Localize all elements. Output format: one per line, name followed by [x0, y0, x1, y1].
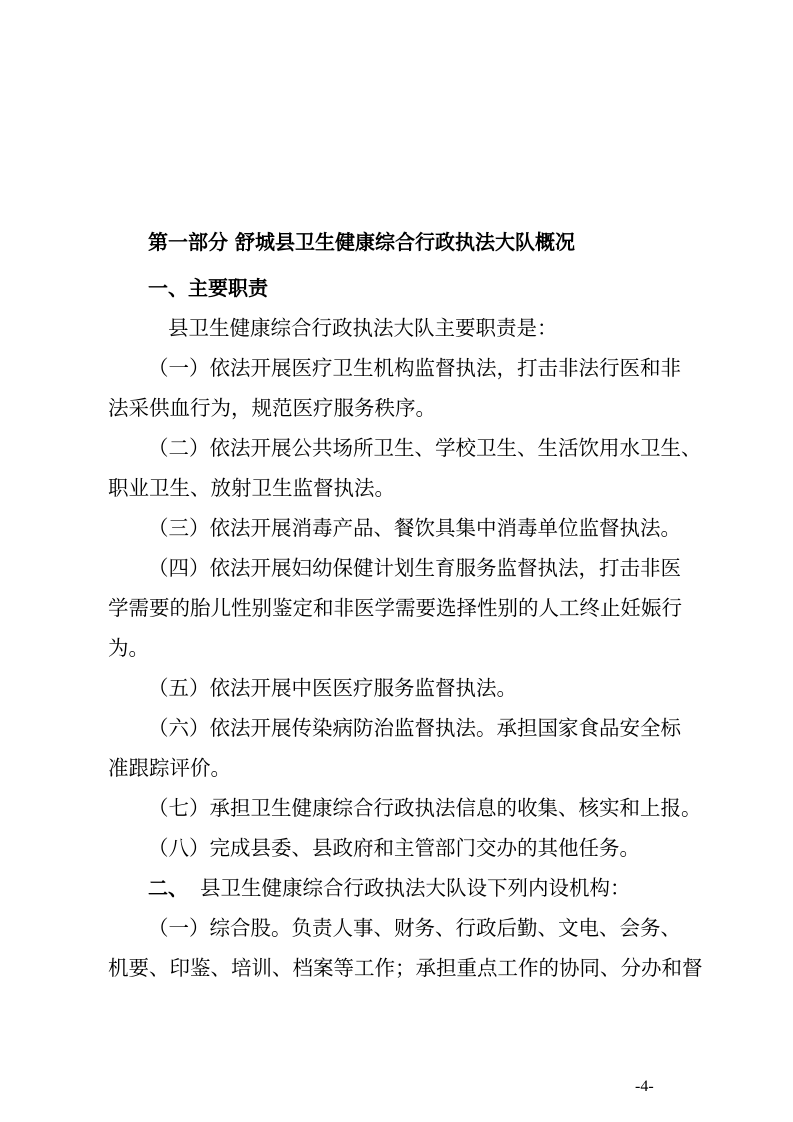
duty-2-line-2: 职业卫生、放射卫生监督执法。: [108, 476, 395, 500]
duty-4-line-2: 学需要的胎儿性别鉴定和非医学需要选择性别的人工终止妊娠行: [108, 596, 682, 620]
duty-6-line-2: 准跟踪评价。: [108, 756, 231, 780]
duty-7-line-1: （七）承担卫生健康综合行政执法信息的收集、核实和上报。: [148, 796, 702, 820]
document-heading: 第一部分 舒城县卫生健康综合行政执法大队概况: [148, 230, 575, 254]
duty-4-line-3: 为。: [108, 636, 149, 660]
duty-5-line-1: （五）依法开展中医医疗服务监督执法。: [148, 676, 517, 700]
duty-1-line-1: （一）依法开展医疗卫生机构监督执法，打击非法行医和非: [148, 356, 681, 380]
section-1-intro: 县卫生健康综合行政执法大队主要职责是：: [168, 316, 558, 340]
duty-8-line-1: （八）完成县委、县政府和主管部门交办的其他任务。: [148, 836, 640, 860]
unit-1-line-2: 机要、印鉴、培训、档案等工作；承担重点工作的协同、分办和督: [108, 956, 703, 980]
section-1-title: 一、主要职责: [148, 276, 268, 300]
duty-6-line-1: （六）依法开展传染病防治监督执法。承担国家食品安全标: [148, 716, 681, 740]
duty-3-line-1: （三）依法开展消毒产品、餐饮具集中消毒单位监督执法。: [148, 516, 681, 540]
duty-2-line-1: （二）依法开展公共场所卫生、学校卫生、生活饮用水卫生、: [148, 436, 702, 460]
section-2-title: 县卫生健康综合行政执法大队设下列内设机构：: [200, 876, 631, 900]
duty-1-line-2: 法采供血行为，规范医疗服务秩序。: [108, 396, 436, 420]
section-2-number: 二、: [148, 876, 188, 900]
unit-1-line-1: （一）综合股。负责人事、财务、行政后勤、文电、会务、: [148, 916, 681, 940]
page-number: -4-: [635, 1078, 654, 1095]
duty-4-line-1: （四）依法开展妇幼保健计划生育服务监督执法，打击非医: [148, 556, 681, 580]
